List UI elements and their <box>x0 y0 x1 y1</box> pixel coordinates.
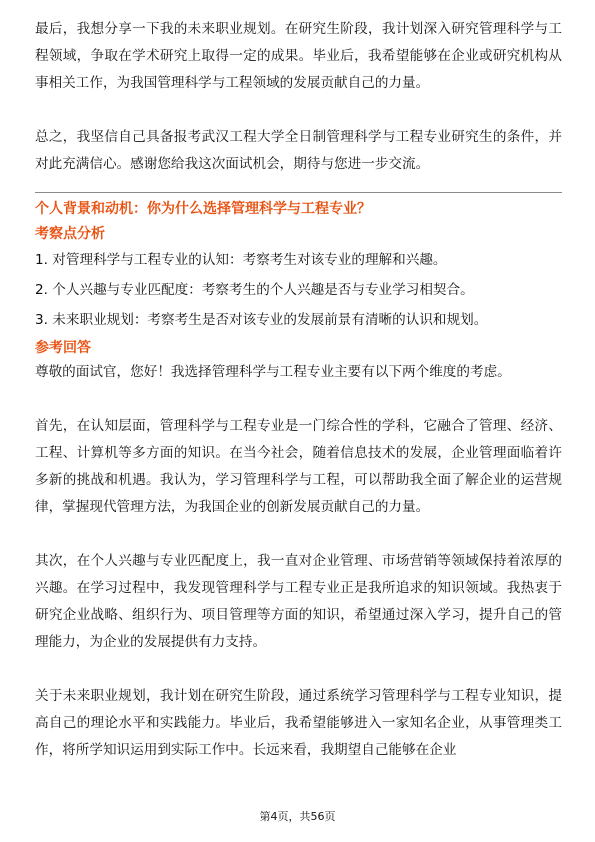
answer-paragraph-greeting: 尊敬的面试官，您好！我选择管理科学与工程专业主要有以下两个维度的考虑。 <box>35 364 511 380</box>
answer-heading: 参考回答 <box>35 340 91 356</box>
intro-paragraph-career-plan: 最后，我想分享一下我的未来职业规划。在研究生阶段，我计划深入研究管理科学与工程领域，争取在学术研究上取得一定的成果。毕业后，我希望能够在企业或研究机构从事相关工作，为我国管理科学与工程领域的发展贡献自己的力量。 <box>35 21 562 91</box>
paragraph-spacer <box>35 97 562 124</box>
answer-paragraph-interest: 其次，在个人兴趣与专业匹配度上，我一直对企业管理、市场营销等领域保持着浓厚的兴趣。在学习过程中，我发现管理科学与工程专业正是我所追求的知识领域。我热衷于研究企业战略、组织行为、项目管理等方面的知识，希望通过深入学习，提升自己的管理能力，为企业的发展提供有力支持。 <box>35 553 562 650</box>
intro-paragraph-conclusion: 总之，我坚信自己具备报考武汉工程大学全日制管理科学与工程专业研究生的条件，并对此充满信心。感谢您给我这次面试机会，期待与您进一步交流。 <box>35 129 562 172</box>
analysis-item-3: 3. 未来职业规划：考察考生是否对该专业的发展前景有清晰的认识和规划。 <box>35 312 488 328</box>
paragraph-spacer <box>35 656 562 683</box>
answer-paragraph-career-plan: 关于未来职业规划，我计划在研究生阶段，通过系统学习管理科学与工程专业知识，提高自己的理论水平和实践能力。毕业后，我希望能够进入一家知名企业，从事管理类工作，将所学知识运用到实际工作中。长远来看，我期望自己能够在企业 <box>35 688 562 758</box>
page-number: 第4页，共56页 <box>259 810 336 823</box>
answer-paragraph-cognition: 首先，在认知层面，管理科学与工程专业是一门综合性的学科，它融合了管理、经济、工程、计算机等多方面的知识。在当今社会，随着信息技术的发展，企业管理面临着许多新的挑战和机遇。我认为，学习管理科学与工程，可以帮助我全面了解企业的运营规律，掌握现代管理方法，为我国企业的创新发展贡献自己的力量。 <box>35 418 562 515</box>
section-divider <box>35 192 562 193</box>
question-title: 个人背景和动机：你为什么选择管理科学与工程专业？ <box>35 201 371 217</box>
analysis-item-2: 2. 个人兴趣与专业匹配度：考察考生的个人兴趣是否与专业学习相契合。 <box>35 282 474 298</box>
analysis-item-1: 1. 对管理科学与工程专业的认知：考察考生对该专业的理解和兴趣。 <box>35 252 447 268</box>
paragraph-spacer <box>35 386 562 413</box>
paragraph-spacer <box>35 521 562 548</box>
analysis-heading: 考察点分析 <box>35 226 105 242</box>
page-content <box>35 16 562 764</box>
